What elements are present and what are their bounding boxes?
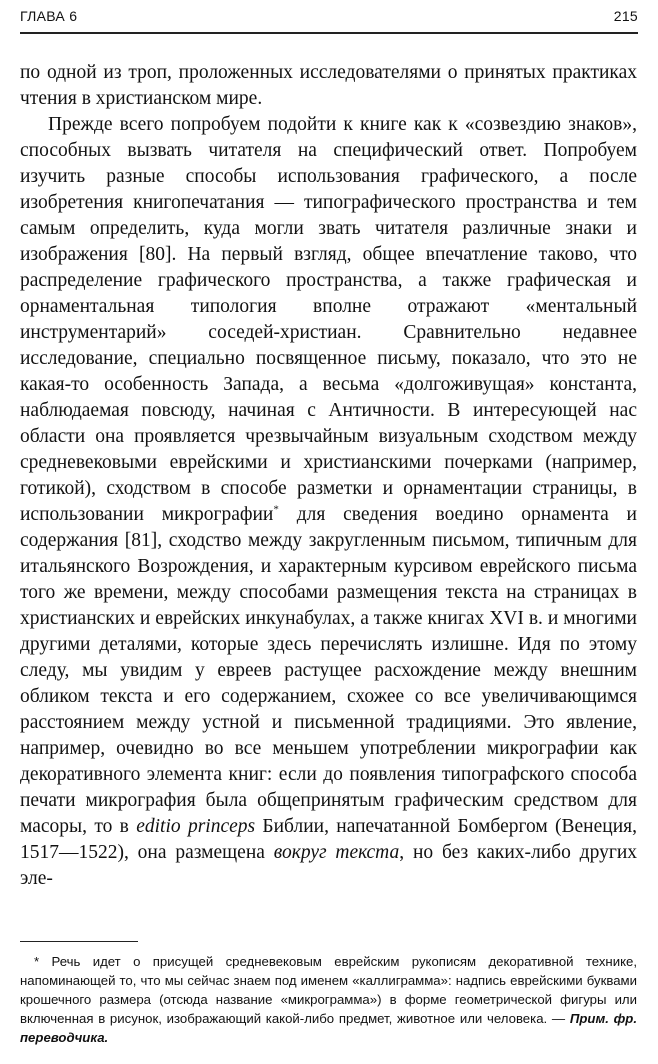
chapter-label: ГЛАВА 6	[20, 8, 78, 24]
paragraph-2-text-a: Прежде всего попробуем подойти к книге как к «созвездию знаков», способных вызвать читателя на специфический ответ. Попробуем изучить разные способы использования графического, а после изобретения книгопечатания — типографического пространства и тем самым определить, куда могли звать читателя различные знаки и изображения [80]. На первый взгляд, общее впечатление таково, что распределение графического пространства, а также графическая и орнаментальная типология вполне отражают «ментальный инструментарий» соседей-христиан. Сравнительно недавнее исследование, специально посвященное письму, показало, что это не какая-то особенность Запада, а весьма «долгоживущая» константа, наблюдаемая повсюду, начиная с Античности. В интересующей нас области она проявляется чрезвычайным визуальным сходством между средневековыми еврейскими и христианскими почерками (например, готикой), сходством в способе разметки и орнаментации страницы, в использовании микрографии	[20, 114, 637, 525]
footnote-attribution: Прим. фр. переводчика.	[20, 1011, 637, 1045]
paragraph-2	[20, 112, 637, 892]
footnote-rule	[20, 941, 138, 942]
footnote-marker: *	[273, 503, 279, 516]
footnote-text: * Речь идет о присущей средневековым еврейским рукописям декоративной технике, напоминающей то, что мы сейчас знаем под именем «каллиграмма»: надпись еврейскими буквами крошечного размера (отсюда название «микрограмма») в форме геометрической фигуры или включенная в рисунок, изображающий какой-либо предмет, животное или человека. —	[20, 954, 637, 1026]
main-text	[20, 60, 637, 892]
paragraph-2-text-d: , но без каких-либо других эле-	[20, 842, 638, 889]
page-number: 215	[613, 8, 638, 24]
paragraph-continued	[20, 60, 637, 112]
running-head	[20, 8, 638, 30]
paragraph-2-text-b: для сведения воедино орнамента и содержания [81], сходство между закругленным письмом, типичным для итальянского Возрождения, и характерным курсивом еврейского письма того же времени, между способами размещения текста на страницах в христианских и еврейских инкунабулах, а также книгах XVI в. и многими другими деталями, которые здесь перечислять излишне. Идя по этому следу, мы увидим у евреев растущее расхождение между внешним обликом текста и его содержанием, схожее со все увеличивающимся расстоянием между устной и письменной традициями. Это явление, например, очевидно во все меньшем употреблении микрографии как декоративного элемента книг: если до появления типографского способа печати микрография была общепринятым графическим средством для масоры, то в	[20, 504, 637, 837]
paragraph-2-text-c: Библии, напечатанной Бомбергом (Венеция, 1517—1522), она размещена	[20, 816, 637, 863]
italic-editio-princeps: editio princeps	[136, 816, 256, 837]
paragraph-1-text: по одной из троп, проложенных исследователями о принятых практиках чтения в христианском мире.	[20, 62, 637, 109]
footnote	[20, 952, 637, 1047]
header-rule	[20, 32, 638, 34]
italic-around-text: вокруг текста	[273, 842, 400, 863]
